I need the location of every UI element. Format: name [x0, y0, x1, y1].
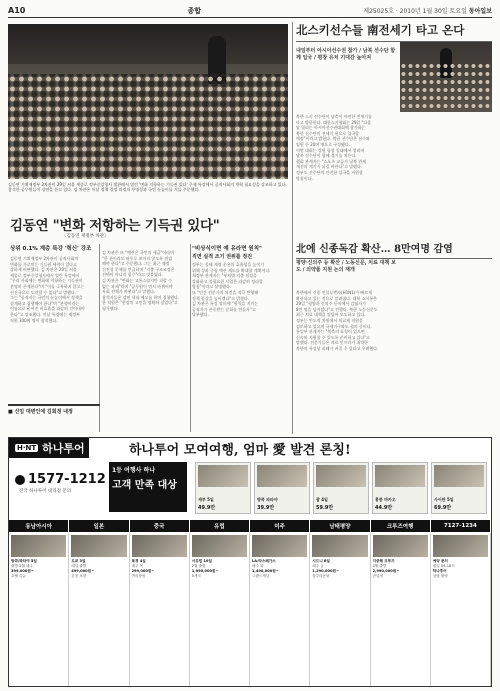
right-article-2-body: 북한에서 신종 인플루엔자(H1N1)가 빠르게 확산되고 있는 것으로 알려졌다. 대북 소식통은 29일 "평양과 신의주 등지에서 감염자가 8만 명을 넘어섰다"고 전했다. 북한 노동신문도 최근 치료 대책을 잇달아 보도하고 있다. 정부는 인도적 차원에서 치료제 지원을 검토하고 있으며 국제기구와도 협의 중이다. 통일부 관계자는 "북측의 요청이 있으면 신속히 지원할 수 있도록 준비하고 있다"고 말했다. 전문가들은 의료 인프라가 취약한 북한의 특성상 피해가 커질 수 있다고 우려했다.	[296, 290, 379, 351]
ad-promo-card[interactable]: 괌 4일 59.9만	[313, 462, 369, 514]
ad-listing-column[interactable]: 북경 4일 매주 목 299,000원~ 만리장성	[130, 533, 190, 686]
ad-category-tab[interactable]: 중국	[130, 520, 190, 532]
ad-category-tab[interactable]: 동남아시아	[9, 520, 69, 532]
ad-listing-column[interactable]: 도쿄 3일 매일 출발 499,000원~ 온천 포함	[69, 533, 129, 686]
ad-listing-column[interactable]: 서유럽 10일 2월 출발 1,990,000원~ 5개국	[190, 533, 250, 686]
ad-category-bar	[9, 520, 491, 532]
ad-listings	[9, 533, 491, 686]
travel-advertisement[interactable]	[8, 437, 492, 687]
main-kicker-right: "비상식이면 예 유라면 원칙"	[192, 246, 262, 252]
ad-category-tab[interactable]: 크루즈여행	[371, 520, 431, 532]
ad-promo-card[interactable]: 사이판 5일 69.9만	[431, 462, 487, 514]
ad-category-tab[interactable]: 미주	[250, 520, 310, 532]
ad-promo-card[interactable]: 홍콩 마카오 44.9만	[372, 462, 428, 514]
ad-logo	[9, 438, 89, 458]
ad-listing-column[interactable]: 지중해 크루즈 3월 출발 2,990,000원~ 전일정	[371, 533, 431, 686]
ad-category-tab[interactable]: 일본	[69, 520, 129, 532]
ad-promo-grid	[195, 462, 487, 514]
main-byline: 〈김동연 재정부 차관〉	[62, 234, 109, 239]
ad-listing-column[interactable]: 예약 문의 평일 09-18시 하나투어 상담 환영	[431, 533, 491, 686]
right-article-2-deck: 평양·신의주 등 확산 / 노동신문, 치료 대책 보도 / 의약품 지원 논의 재개	[296, 260, 396, 273]
photo-caption: 김동연 기획재정부 2차관이 29일 서울 세종로 정부중앙청사 별관에서 열린 '변화 저항하는 기득권 있다' 주제 특강에서 공직사회의 개혁 필요성을 강조하고 있다. 참석한 공무원들이 강연을 듣고 있다. 김 차관은 이날 정책 결정 과정의 투명성과 국민 눈높이를 거듭 주문했다.	[8, 182, 287, 193]
right-article-1-body: 북한 스키 선수단이 남측이 마련한 전세기를 타고 방한한다. 대한스키협회는 29일 "다음 달 열리는 아시아선수권대회에 참가하는 북한 선수단이 전세기 편으로 입국할 예정"이라고 밝혔다. 북한 선수단은 선수와 임원 등 20여 명으로 구성됐다. 이번 대회는 강원 평창 일대에서 열리며 남북 선수단이 함께 경기를 치른다. 협회 관계자는 "스포츠 교류가 남북 관계 개선의 계기가 되길 바란다"고 말했다. 정부도 선수단의 안전한 입국을 지원할 방침이다.	[296, 114, 372, 181]
ad-middle-section	[9, 458, 491, 518]
main-body-column-2: 김 차관은 또 "예산은 국민의 세금"이라며 "한 푼이라도 허투루 쓰이지 않도록 점검 해야 한다"고 주문했다. 그는 최근 재정 건전성 문제를 언급하며 "지출 구조조정은 선택이 아니라 필수"라고 덧붙였다. 김 차관은 "변화는 고통스럽지만 피할 수 없는 과제"라며 "공무원이 먼저 바뀌어야 사회 전체가 바뀐다"고 말했다. 참석자들은 강연 내내 메모를 하며 경청했다. 한 직원은 "현장의 고민을 정확히 짚었다"고 평가했다.	[102, 250, 180, 311]
right-article-2-headline: 北에 신종독감 확산… 8만여명 감염	[296, 240, 492, 259]
section-label: 종합	[187, 6, 202, 15]
ad-listing-column[interactable]: 방콕/파타야 5일 출발 2월 매주 399,000원~ 호텔 특급	[9, 533, 69, 686]
issue-date: 제25025호 · 2010년 1월 30일 토요일	[363, 8, 467, 15]
main-subkicker: 직면 실적 조기 권위를 정진	[192, 254, 253, 260]
main-body-column-3: 정부는 올해 재정 운용의 효율성을 높이기 위해 성과 중심 예산 제도를 확대할 계획이다. 재정부 관계자는 "부처별 지출 점검을 강화하고 불필요한 사업은 과감히 정리할 방침"이라고 설명했다. 또 "민간 전문가의 의견을 적극 반영해 정책 품질을 높이겠다"고 밝혔다. 김 차관은 특강 말미에 "원칙을 지키는 공직자가 존중받는 문화를 만들자"고 당부했다.	[192, 262, 271, 318]
ad-phone-subtext: 전국 하나투어 대리점 문의	[19, 489, 72, 494]
ad-category-tab[interactable]: 남태평양	[310, 520, 370, 532]
main-article-photo	[8, 24, 288, 179]
ad-banner-top	[9, 438, 491, 458]
ad-brand-name: 하나투어	[42, 442, 85, 455]
ad-category-phone[interactable]: 7127-1234	[431, 520, 491, 532]
phone-icon	[15, 475, 25, 485]
right-article-1-photo	[400, 42, 492, 112]
main-body-column-1: 김동연 기획재정부 2차관이 공직사회의 변화를 가로막는 기득권 세력이 있다고 강하게 비판했다. 김 차관은 29일 서울 세종로 정부중앙청사에서 열린 특강에서 "우리 사회에는 변화에 저항하는 기득권이 분명히 존재한다"며 "이를 극복하지 않고는 선진국으로 도약할 수 없다"고 말했다. 그는 "공직자는 국민의 눈높이에서 정책을 설계하고 집행해야 한다"며 "관행이라는 이름으로 굳어진 비효율을 과감히 걷어내야 한다"고 강조했다. 이날 특강에는 재정부 직원 300여 명이 참석했다.	[10, 256, 85, 323]
ad-category-tab[interactable]: 유럽	[190, 520, 250, 532]
main-kicker-left: 상위 0.1% 계층 특강 '혁신' 강조	[10, 246, 92, 252]
ad-promo-card[interactable]: 세부 5일 49.9만	[195, 462, 251, 514]
sidebar-news-box	[8, 404, 100, 434]
ad-listing-column[interactable]: 시드니 6일 매주 금 1,290,000원~ 블루마운틴	[310, 533, 370, 686]
paper-name: 동아일보	[468, 8, 492, 15]
ad-award-badge: 1등 여행사 하나 고객 만족 대상	[109, 462, 187, 512]
ad-phone-number[interactable]: 1577-1212	[15, 472, 106, 487]
page-header	[8, 4, 492, 18]
ad-listing-column[interactable]: LA/라스베가스 매주 화 1,490,000원~ 그랜드캐년	[250, 533, 310, 686]
ad-promo-card[interactable]: 방콕 파타야 39.9만	[254, 462, 310, 514]
page-number: A10	[8, 6, 26, 15]
sidebar-title: ■ 신임 대변인에 김회정 내정	[8, 409, 73, 415]
right-article-1-deck: 내일부터 아시아선수권 참가 / 남북 선수단 함께 입국 / 평창 유치 기대감 높아져	[296, 48, 396, 61]
ad-slogan: 하나투어 모여여행, 엄마 愛 발견 론칭!	[129, 442, 351, 458]
ad-brand-mark: H·NT	[17, 444, 37, 452]
main-headline: 김동연 "변화 저항하는 기득권 있다"	[10, 218, 220, 234]
audience-crowd	[8, 74, 288, 179]
right-article-1-headline: 北스키선수들 南전세기 타고 온다	[296, 22, 492, 42]
